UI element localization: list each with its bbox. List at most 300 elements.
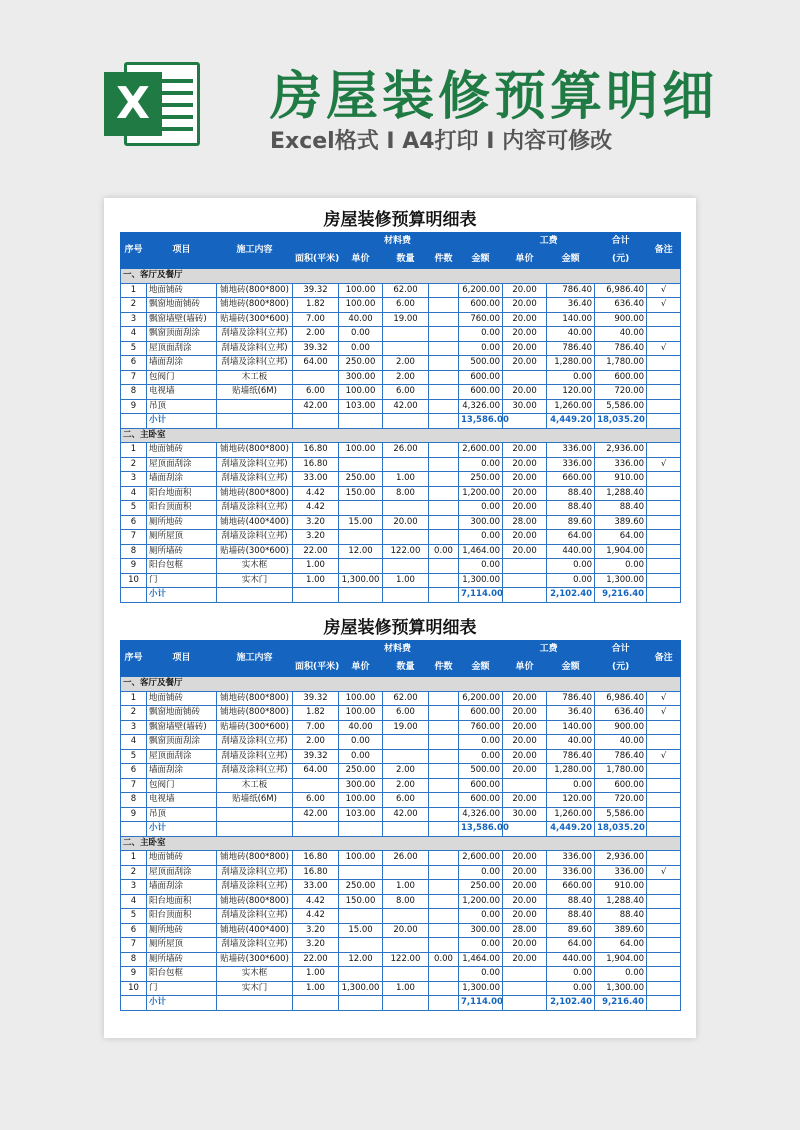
table-cell: 4 (121, 486, 147, 501)
table-cell: √ (647, 298, 681, 313)
table-cell: 4 (121, 327, 147, 342)
table-cell: 5 (121, 909, 147, 924)
table-cell (647, 327, 681, 342)
table-cell: 1 (121, 691, 147, 706)
table-cell: 20.00 (383, 515, 429, 530)
table-row (121, 486, 681, 501)
table-cell: 12.00 (339, 952, 383, 967)
table-cell: 42.00 (383, 807, 429, 822)
table-cell: 1,300.00 (459, 573, 503, 588)
table-cell: 20.00 (503, 544, 547, 559)
table-cell: 15.00 (339, 923, 383, 938)
table-cell: 336.00 (547, 851, 595, 866)
table-cell (429, 573, 459, 588)
table-cell: 6 (121, 764, 147, 779)
table-cell: 刮墙及涂料(立邦) (217, 865, 293, 880)
table-cell (429, 778, 459, 793)
section-name: 二、主卧室 (121, 836, 681, 851)
table-cell: 6.00 (293, 793, 339, 808)
table-row (121, 457, 681, 472)
table-cell: 88.40 (547, 909, 595, 924)
table-row (121, 865, 681, 880)
table-cell: 20.00 (503, 327, 547, 342)
table-cell: 2 (121, 865, 147, 880)
table-cell: 64.00 (595, 938, 647, 953)
header-content: 施工内容 (217, 233, 293, 269)
table-cell (503, 822, 547, 837)
table-cell: 刮墙及涂料(立邦) (217, 530, 293, 545)
table-cell (647, 588, 681, 603)
table-cell: 12.00 (339, 544, 383, 559)
table-cell: 1.00 (293, 981, 339, 996)
table-cell: 阳台顶面积 (147, 909, 217, 924)
table-cell: 300.00 (459, 515, 503, 530)
table-cell: 贴墙纸(6M) (217, 793, 293, 808)
table-cell: 0.00 (547, 981, 595, 996)
table-cell: 250.00 (339, 356, 383, 371)
table-row (121, 894, 681, 909)
table-cell: 250.00 (459, 880, 503, 895)
header-unit-price: 单价 (339, 659, 383, 677)
table-cell: 336.00 (547, 865, 595, 880)
table-cell: 实木门 (217, 573, 293, 588)
banner-title: 房屋装修预算明细 (270, 66, 719, 127)
table-cell: 36.40 (547, 706, 595, 721)
table-cell (647, 399, 681, 414)
table-cell (429, 706, 459, 721)
table-cell: 20.00 (503, 457, 547, 472)
table-cell: 2.00 (383, 778, 429, 793)
table-cell: 3 (121, 880, 147, 895)
header-remark: 备注 (647, 641, 681, 677)
table-cell: 刮墙及涂料(立邦) (217, 909, 293, 924)
table-cell (217, 996, 293, 1011)
table-row (121, 559, 681, 574)
table-cell: 40.00 (595, 735, 647, 750)
table-cell (647, 385, 681, 400)
table-row (121, 501, 681, 516)
table-cell (429, 515, 459, 530)
table-cell (429, 356, 459, 371)
section-row (121, 269, 681, 284)
table-cell: 336.00 (547, 457, 595, 472)
table-cell: 1,904.00 (595, 544, 647, 559)
table-cell (429, 909, 459, 924)
table-cell: 20.00 (503, 793, 547, 808)
table-cell: 20.00 (503, 952, 547, 967)
table-cell: 阳台包框 (147, 559, 217, 574)
table-cell: 地面铺砖 (147, 283, 217, 298)
table-cell: 39.32 (293, 749, 339, 764)
table-cell (503, 778, 547, 793)
table-cell: 300.00 (339, 778, 383, 793)
table-cell: 389.60 (595, 515, 647, 530)
header-labor-price: 单价 (503, 251, 547, 269)
table-cell: 500.00 (459, 356, 503, 371)
table-cell (647, 720, 681, 735)
table-cell: 阳台地面积 (147, 894, 217, 909)
table-cell (429, 923, 459, 938)
table-cell (339, 938, 383, 953)
table-cell: 铺地砖(800*800) (217, 691, 293, 706)
table-cell: 贴墙砖(300*600) (217, 312, 293, 327)
table-cell: 20.00 (503, 298, 547, 313)
table-cell: 实木框 (217, 967, 293, 982)
table-cell: 19.00 (383, 720, 429, 735)
table-cell: 720.00 (595, 385, 647, 400)
table-cell: 1,260.00 (547, 807, 595, 822)
table-cell: 140.00 (547, 720, 595, 735)
table-cell: 336.00 (595, 457, 647, 472)
subtotal-total: 9,216.40 (595, 996, 647, 1011)
table-cell (217, 399, 293, 414)
subtotal-total: 18,035.20 (595, 414, 647, 429)
table-cell: 660.00 (547, 472, 595, 487)
table-cell (647, 370, 681, 385)
table-cell: 40.00 (339, 720, 383, 735)
table-cell: 刮墙及涂料(立邦) (217, 327, 293, 342)
table-cell: 1,904.00 (595, 952, 647, 967)
table-cell (383, 588, 429, 603)
table-cell: 厕所墙砖 (147, 544, 217, 559)
table-cell: 包阀门 (147, 370, 217, 385)
table-cell: 122.00 (383, 952, 429, 967)
table-cell: 33.00 (293, 880, 339, 895)
table-cell: 1 (121, 443, 147, 458)
table-cell (293, 370, 339, 385)
header-labor: 工费 (503, 233, 595, 251)
table-cell: 89.60 (547, 923, 595, 938)
table-cell: 39.32 (293, 341, 339, 356)
subtotal-row (121, 822, 681, 837)
table-cell (429, 457, 459, 472)
table-cell: 20.00 (503, 356, 547, 371)
header-total-unit: (元) (595, 659, 647, 677)
header-labor-amount: 金额 (547, 251, 595, 269)
table-row (121, 327, 681, 342)
subtotal-row (121, 588, 681, 603)
table-row (121, 938, 681, 953)
table-cell: 墙面刮涂 (147, 880, 217, 895)
subtotal-label: 小计 (147, 996, 217, 1011)
table-cell: 20.00 (383, 923, 429, 938)
table-cell (647, 443, 681, 458)
table-cell: 0.00 (459, 530, 503, 545)
table-cell: 16.80 (293, 865, 339, 880)
table-cell: 600.00 (459, 298, 503, 313)
header-remark: 备注 (647, 233, 681, 269)
table-cell (339, 865, 383, 880)
table-cell: 8 (121, 952, 147, 967)
table-cell: 0.00 (459, 735, 503, 750)
table-cell: 1,464.00 (459, 544, 503, 559)
table-cell (429, 501, 459, 516)
table-cell (429, 894, 459, 909)
table-cell: 铺地砖(400*400) (217, 515, 293, 530)
table-cell (383, 457, 429, 472)
table-cell: 36.40 (547, 298, 595, 313)
table-cell (429, 967, 459, 982)
table-cell: 636.40 (595, 298, 647, 313)
table-cell: 0.00 (459, 501, 503, 516)
table-row (121, 967, 681, 982)
table-cell: 88.40 (547, 486, 595, 501)
table-cell: 地面铺砖 (147, 691, 217, 706)
table-cell (429, 341, 459, 356)
table-cell: 门 (147, 573, 217, 588)
table-cell: 100.00 (339, 283, 383, 298)
table-cell: √ (647, 457, 681, 472)
table-cell (429, 312, 459, 327)
table-cell: 20.00 (503, 894, 547, 909)
table-row (121, 472, 681, 487)
subtotal-total: 9,216.40 (595, 588, 647, 603)
table-cell: 0.00 (459, 327, 503, 342)
table-cell: 0.00 (459, 865, 503, 880)
table-cell (647, 486, 681, 501)
table-cell (647, 312, 681, 327)
subtotal-labor-amount: 2,102.40 (547, 996, 595, 1011)
table-cell: 3 (121, 472, 147, 487)
table-cell: 1.82 (293, 298, 339, 313)
table-cell: 600.00 (459, 706, 503, 721)
table-cell (217, 822, 293, 837)
table-cell: 地面铺砖 (147, 851, 217, 866)
table-cell: 760.00 (459, 312, 503, 327)
table-cell: 吊顶 (147, 399, 217, 414)
table-row (121, 706, 681, 721)
table-cell (647, 952, 681, 967)
table-cell: 10 (121, 573, 147, 588)
header-labor: 工费 (503, 641, 595, 659)
table-cell: 3.20 (293, 923, 339, 938)
table-cell: 铺地砖(800*800) (217, 486, 293, 501)
table-cell: 6,200.00 (459, 691, 503, 706)
table-cell (647, 807, 681, 822)
table-cell (339, 414, 383, 429)
table-cell (429, 370, 459, 385)
table-cell: 122.00 (383, 544, 429, 559)
table-row (121, 385, 681, 400)
table-cell: 铺地砖(800*800) (217, 443, 293, 458)
table-cell: 0.00 (547, 370, 595, 385)
table-cell: 250.00 (459, 472, 503, 487)
table-row (121, 341, 681, 356)
header-total: 合计 (595, 641, 647, 659)
table-cell: 刮墙及涂料(立邦) (217, 472, 293, 487)
table-cell: 19.00 (383, 312, 429, 327)
table-cell (339, 530, 383, 545)
table-cell: 88.40 (595, 909, 647, 924)
table-cell: 64.00 (547, 938, 595, 953)
table-cell: 28.00 (503, 923, 547, 938)
table-cell: 贴墙砖(300*600) (217, 720, 293, 735)
table-cell: √ (647, 706, 681, 721)
table-cell: 厕所地砖 (147, 515, 217, 530)
table-cell (429, 720, 459, 735)
table-cell (429, 996, 459, 1011)
table-cell: 墙面刮涂 (147, 764, 217, 779)
table-cell: 门 (147, 981, 217, 996)
header-material: 材料费 (293, 233, 503, 251)
table-cell: 786.40 (547, 283, 595, 298)
table-cell: 铺地砖(800*800) (217, 298, 293, 313)
table-cell: 1,780.00 (595, 356, 647, 371)
header-amount: 金额 (459, 251, 503, 269)
header-item: 项目 (147, 641, 217, 677)
table-cell: 屋顶面刮涂 (147, 341, 217, 356)
table-row (121, 443, 681, 458)
subtotal-amount: 13,586.00 (459, 822, 503, 837)
table-row (121, 370, 681, 385)
table-cell (339, 559, 383, 574)
table-cell: 20.00 (503, 851, 547, 866)
table-cell: 910.00 (595, 472, 647, 487)
table-cell (429, 691, 459, 706)
excel-x-icon: X (104, 72, 162, 136)
table-cell: 1 (121, 283, 147, 298)
table-cell: 铺地砖(400*400) (217, 923, 293, 938)
table-cell: 0.00 (547, 967, 595, 982)
subtotal-label: 小计 (147, 414, 217, 429)
table-cell: 20.00 (503, 530, 547, 545)
table-cell (383, 341, 429, 356)
section-name: 二、主卧室 (121, 428, 681, 443)
table-cell: 0.00 (595, 559, 647, 574)
table-row (121, 312, 681, 327)
table-cell: 0.00 (459, 938, 503, 953)
table-cell: 1.00 (383, 981, 429, 996)
table-cell (429, 981, 459, 996)
table-row (121, 952, 681, 967)
table-cell: 250.00 (339, 880, 383, 895)
table-cell: 900.00 (595, 312, 647, 327)
table-cell: 42.00 (293, 399, 339, 414)
table-cell: 6.00 (293, 385, 339, 400)
table-cell: 0.00 (339, 341, 383, 356)
table-cell: 铺地砖(800*800) (217, 894, 293, 909)
table-cell: 7 (121, 778, 147, 793)
table-cell: 3.20 (293, 515, 339, 530)
table-cell: 墙面刮涂 (147, 472, 217, 487)
table-cell: 600.00 (459, 793, 503, 808)
table-cell (647, 894, 681, 909)
table-cell (339, 967, 383, 982)
table-cell: 8.00 (383, 486, 429, 501)
table-cell: 1,780.00 (595, 764, 647, 779)
table-cell (293, 588, 339, 603)
table-cell: 1.00 (383, 573, 429, 588)
table-cell: 1,288.40 (595, 894, 647, 909)
table-cell: 2,936.00 (595, 851, 647, 866)
table-row (121, 851, 681, 866)
table-cell: 103.00 (339, 399, 383, 414)
table-cell: 4,326.00 (459, 807, 503, 822)
table-cell: 3 (121, 720, 147, 735)
table-cell (429, 880, 459, 895)
table-cell: 0.00 (595, 967, 647, 982)
table-cell (383, 749, 429, 764)
section-row (121, 428, 681, 443)
table-cell: 1,300.00 (595, 573, 647, 588)
table-cell: 500.00 (459, 764, 503, 779)
table-cell: 1 (121, 851, 147, 866)
table-cell: 20.00 (503, 865, 547, 880)
table-cell: 7 (121, 370, 147, 385)
table-cell (647, 967, 681, 982)
table-cell: 6,986.40 (595, 283, 647, 298)
table-row (121, 749, 681, 764)
table-cell: 0.00 (339, 749, 383, 764)
table-cell: 20.00 (503, 312, 547, 327)
table-cell: 0.00 (459, 457, 503, 472)
budget-table-1 (120, 208, 680, 603)
table-cell: 20.00 (503, 749, 547, 764)
table-cell (293, 414, 339, 429)
table-cell (339, 588, 383, 603)
table-cell (429, 414, 459, 429)
table-cell: 铺地砖(800*800) (217, 283, 293, 298)
table-cell: 26.00 (383, 443, 429, 458)
table-cell: 336.00 (547, 443, 595, 458)
table-cell: 150.00 (339, 894, 383, 909)
table-cell: 木工板 (217, 778, 293, 793)
table-cell: 100.00 (339, 385, 383, 400)
table-cell: 22.00 (293, 544, 339, 559)
table-cell (503, 588, 547, 603)
table-cell (339, 822, 383, 837)
subtotal-label: 小计 (147, 588, 217, 603)
table-cell: 786.40 (547, 749, 595, 764)
table-cell: 实木门 (217, 981, 293, 996)
table-cell (339, 996, 383, 1011)
table-row (121, 793, 681, 808)
table-cell: 636.40 (595, 706, 647, 721)
table-cell (647, 880, 681, 895)
header-pieces: 件数 (429, 251, 459, 269)
table-row (121, 764, 681, 779)
table-cell (647, 778, 681, 793)
table-cell (647, 735, 681, 750)
table-cell: 2,936.00 (595, 443, 647, 458)
table-cell: 刮墙及涂料(立邦) (217, 501, 293, 516)
table-cell: 6.00 (383, 793, 429, 808)
table-cell: √ (647, 865, 681, 880)
table-row (121, 399, 681, 414)
table-row (121, 298, 681, 313)
table-cell: 刮墙及涂料(立邦) (217, 880, 293, 895)
table-cell: 389.60 (595, 923, 647, 938)
table-cell: 140.00 (547, 312, 595, 327)
table-cell: 5,586.00 (595, 399, 647, 414)
table-cell (503, 573, 547, 588)
table-cell: 300.00 (339, 370, 383, 385)
table-cell: 实木框 (217, 559, 293, 574)
table-cell: 2.00 (293, 735, 339, 750)
table-cell (383, 865, 429, 880)
table-cell (503, 559, 547, 574)
table-cell: 飘窗墙壁(墙砖) (147, 720, 217, 735)
table-cell: √ (647, 749, 681, 764)
table-cell: 5 (121, 341, 147, 356)
table-cell: 贴墙纸(6M) (217, 385, 293, 400)
table-cell: 88.40 (547, 894, 595, 909)
table-cell (647, 530, 681, 545)
table-cell: 2.00 (383, 370, 429, 385)
table-cell (647, 472, 681, 487)
table-cell: √ (647, 283, 681, 298)
table-cell (429, 486, 459, 501)
